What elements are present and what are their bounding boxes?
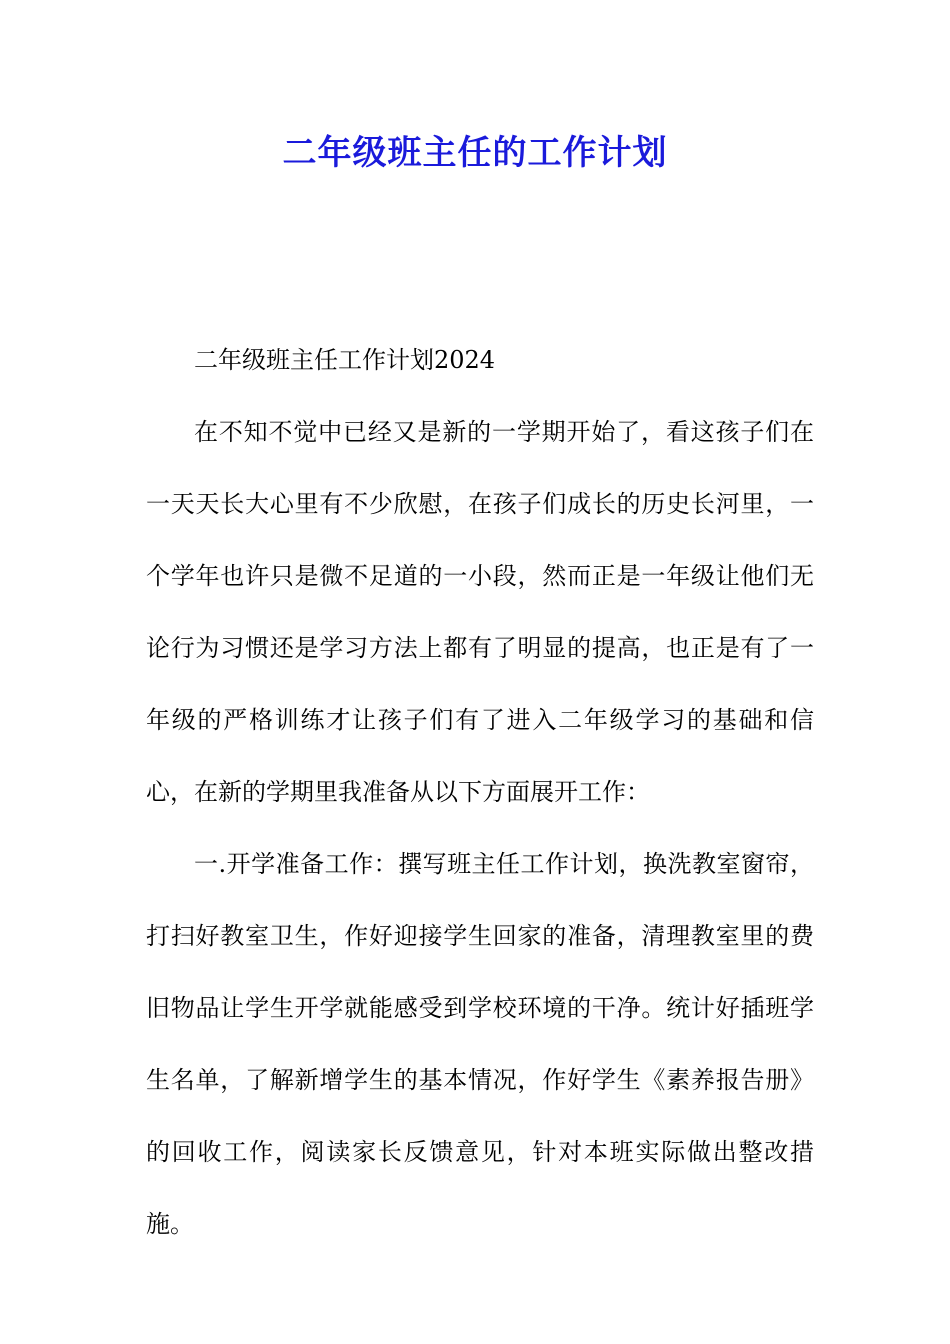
document-title: 二年级班主任的工作计划: [282, 133, 668, 173]
document-body: [146, 324, 814, 1260]
intro-paragraph: 在不知不觉中已经又是新的一学期开始了，看这孩子们在一天天长大心里有不少欣慰，在孩子们成长的历史长河里，一个学年也许只是微不足道的一小段，然而正是一年级让他们无论行为习惯还是学习方法上都有了明显的提高，也正是有了一年级的严格训练才让孩子们有了进入二年级学习的基础和信心，在新的学期里我准备从以下方面展开工作：: [146, 418, 814, 806]
subtitle-paragraph: 二年级班主任工作计划2024: [194, 346, 496, 374]
section-one-paragraph: 一.开学准备工作：撰写班主任工作计划，换洗教室窗帘，打扫好教室卫生，作好迎接学生回家的准备，清理教室里的费旧物品让学生开学就能感受到学校环境的干净。统计好插班学生名单，了解新增学生的基本情况，作好学生《素养报告册》的回收工作，阅读家长反馈意见，针对本班实际做出整改措施。: [146, 850, 814, 1238]
